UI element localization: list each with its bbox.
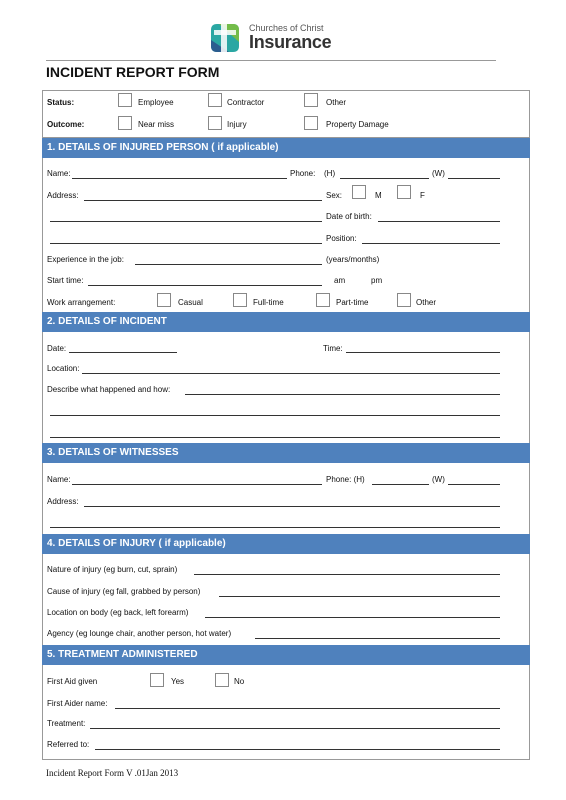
s4-agency-field[interactable] — [255, 638, 500, 639]
section3-header: 3. DETAILS OF WITNESSES — [42, 443, 530, 463]
logo-main-text: Insurance — [249, 32, 332, 52]
s1-address-field-3[interactable] — [50, 243, 322, 244]
s5-yes-label: Yes — [171, 677, 185, 686]
status-other-label: Other — [326, 98, 347, 107]
s2-date-label: Date: — [47, 344, 67, 353]
s1-sex-f-label: F — [420, 191, 425, 200]
s5-yes-checkbox[interactable] — [150, 673, 164, 687]
s1-experience-unit: (years/months) — [326, 255, 380, 264]
s1-phone-h-field[interactable] — [340, 178, 429, 179]
form-title: INCIDENT REPORT FORM — [46, 64, 220, 80]
s1-fulltime-checkbox[interactable] — [233, 293, 247, 307]
s1-dob-label: Date of birth: — [326, 212, 372, 221]
s1-work-arrangement-label: Work arrangement: — [47, 298, 116, 307]
s5-referred-field[interactable] — [95, 749, 500, 750]
s1-phone-label: Phone: — [290, 169, 316, 178]
s2-time-label: Time: — [323, 344, 343, 353]
s2-location-label: Location: — [47, 364, 80, 373]
s1-phone-w-label: (W) — [432, 169, 445, 178]
status-other-checkbox[interactable] — [304, 93, 318, 107]
s5-no-checkbox[interactable] — [215, 673, 229, 687]
s3-address-field-1[interactable] — [84, 506, 500, 507]
s3-phone-h-field[interactable] — [372, 484, 429, 485]
s1-experience-field[interactable] — [135, 264, 322, 265]
s1-experience-label: Experience in the job: — [47, 255, 124, 264]
s1-address-field-2[interactable] — [50, 221, 322, 222]
s3-address-label: Address: — [47, 497, 79, 506]
s3-name-field[interactable] — [72, 484, 322, 485]
s1-other-checkbox[interactable] — [397, 293, 411, 307]
s1-start-time-field[interactable] — [88, 285, 322, 286]
s1-casual-label: Casual — [178, 298, 203, 307]
s1-position-field[interactable] — [362, 243, 500, 244]
s1-name-label: Name: — [47, 169, 71, 178]
s5-no-label: No — [234, 677, 245, 686]
footer-text: Incident Report Form V .01Jan 2013 — [46, 768, 179, 778]
s1-sex-label: Sex: — [326, 191, 343, 200]
top-rule — [46, 60, 496, 61]
s4-location-field[interactable] — [205, 617, 500, 618]
s5-treatment-label: Treatment: — [47, 719, 86, 728]
s2-date-field[interactable] — [69, 352, 177, 353]
s1-casual-checkbox[interactable] — [157, 293, 171, 307]
s2-location-field[interactable] — [82, 373, 500, 374]
status-frame — [42, 90, 530, 138]
section5-header: 5. TREATMENT ADMINISTERED — [42, 645, 530, 665]
s1-parttime-checkbox[interactable] — [316, 293, 330, 307]
s4-agency-label: Agency (eg lounge chair, another person, hot water) — [47, 629, 232, 638]
s2-describe-label: Describe what happened and how: — [47, 385, 171, 394]
s3-phone-w-label: (W) — [432, 475, 445, 484]
s4-nature-label: Nature of injury (eg burn, cut, sprain) — [47, 565, 178, 574]
s3-phone-label: Phone: (H) — [326, 475, 365, 484]
outcome-property-damage-label: Property Damage — [326, 120, 389, 129]
status-employee-checkbox[interactable] — [118, 93, 132, 107]
s1-sex-m-label: M — [375, 191, 382, 200]
s1-phone-w-field[interactable] — [448, 178, 500, 179]
s5-first-aider-label: First Aider name: — [47, 699, 108, 708]
s1-name-field[interactable] — [72, 178, 287, 179]
s1-address-label: Address: — [47, 191, 79, 200]
outcome-near-miss-label: Near miss — [138, 120, 175, 129]
s1-phone-h-label: (H) — [324, 169, 336, 178]
s5-treatment-field[interactable] — [90, 728, 500, 729]
status-contractor-checkbox[interactable] — [208, 93, 222, 107]
s1-sex-f-checkbox[interactable] — [397, 185, 411, 199]
s4-cause-label: Cause of injury (eg fall, grabbed by person) — [47, 587, 201, 596]
s1-fulltime-label: Full-time — [253, 298, 284, 307]
logo-top-text: Churches of Christ — [249, 23, 324, 33]
outcome-near-miss-checkbox[interactable] — [118, 116, 132, 130]
section1-header: 1. DETAILS OF INJURED PERSON ( if applicable) — [42, 138, 530, 158]
s3-name-label: Name: — [47, 475, 71, 484]
logo — [205, 20, 340, 58]
outcome-injury-checkbox[interactable] — [208, 116, 222, 130]
s1-address-field-1[interactable] — [84, 200, 322, 201]
s2-describe-field-1[interactable] — [185, 394, 500, 395]
s1-position-label: Position: — [326, 234, 357, 243]
s5-referred-label: Referred to: — [47, 740, 90, 749]
section4-header: 4. DETAILS OF INJURY ( if applicable) — [42, 534, 530, 554]
s1-pm-label: pm — [371, 276, 383, 285]
s1-am-label: am — [334, 276, 346, 285]
s2-describe-field-3[interactable] — [50, 437, 500, 438]
s5-first-aider-field[interactable] — [115, 708, 500, 709]
s1-dob-field[interactable] — [378, 221, 500, 222]
s3-address-field-2[interactable] — [50, 527, 500, 528]
status-contractor-label: Contractor — [227, 98, 265, 107]
s2-time-field[interactable] — [346, 352, 500, 353]
s3-phone-w-field[interactable] — [448, 484, 500, 485]
s2-describe-field-2[interactable] — [50, 415, 500, 416]
s5-first-aid-label: First Aid given — [47, 677, 98, 686]
status-label: Status: — [47, 98, 75, 107]
s4-nature-field[interactable] — [194, 574, 500, 575]
outcome-property-damage-checkbox[interactable] — [304, 116, 318, 130]
section2-header: 2. DETAILS OF INCIDENT — [42, 312, 530, 332]
cross-logo-icon — [205, 20, 241, 56]
outcome-label: Outcome: — [47, 120, 85, 129]
s1-start-time-label: Start time: — [47, 276, 84, 285]
outcome-injury-label: Injury — [227, 120, 247, 129]
status-employee-label: Employee — [138, 98, 174, 107]
s4-cause-field[interactable] — [219, 596, 500, 597]
s1-sex-m-checkbox[interactable] — [352, 185, 366, 199]
s4-location-label: Location on body (eg back, left forearm) — [47, 608, 189, 617]
s1-parttime-label: Part-time — [336, 298, 369, 307]
s1-other-label: Other — [416, 298, 437, 307]
